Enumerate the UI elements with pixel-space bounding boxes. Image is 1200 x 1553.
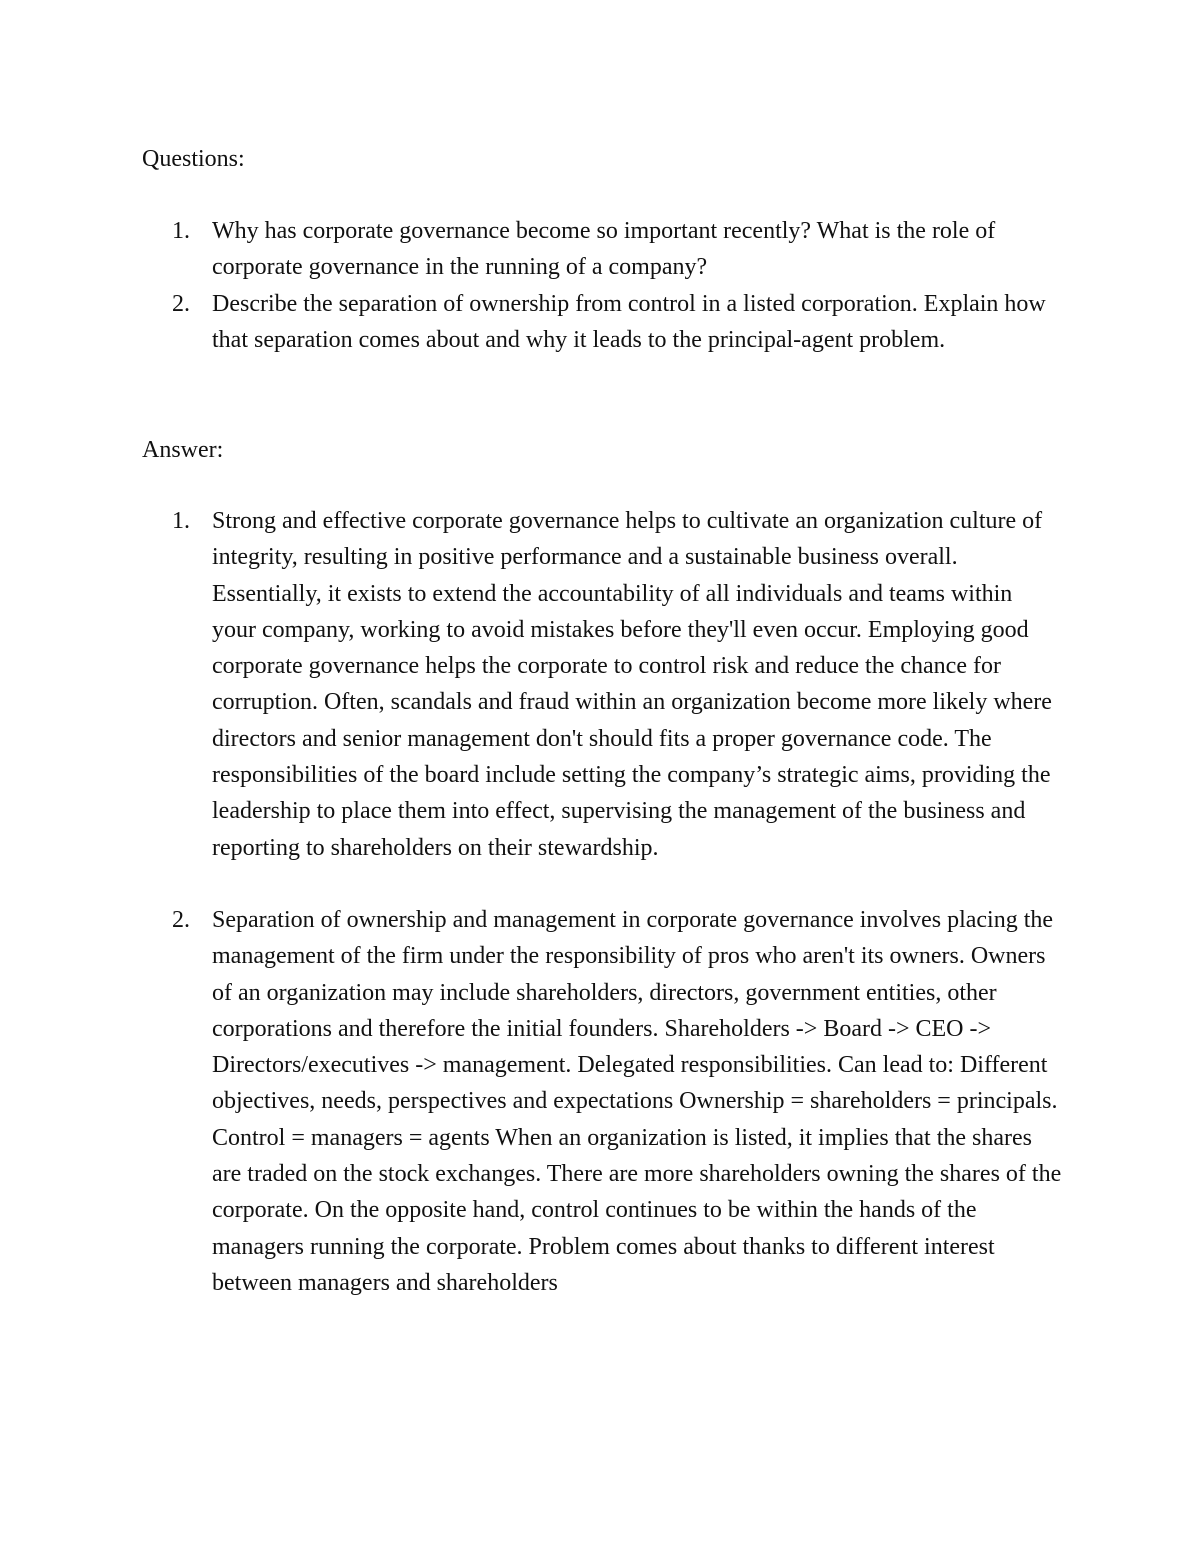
question-text: Why has corporate governance become so important recently? What is the role of corporate governance in the running of a company? — [212, 218, 996, 281]
answer-text: Separation of ownership and management in corporate governance involves placing the management of the firm under the responsibility of pros who aren't its owners. Owners of an organization may include shareholders, directors, government entities, other corporations and therefore the initial founders. Shareholders -> Board -> CEO -> Directors/executives -> management. Delegated responsibilities. Can lead to: Different objectives, needs, perspectives and expectations Ownership = shareholders = principals. Control = managers = agents When an organization is listed, it implies that the shares are traded on the stock exchanges. There are more shareholders owning the shares of the corporate. On the opposite hand, control continues to be within the hands of the managers running the corporate. Problem comes about thanks to different interest between managers and shareholders — [212, 906, 1062, 1296]
answer-text: Strong and effective corporate governance helps to cultivate an organization culture of integrity, resulting in positive performance and a sustainable business overall. Essentially, it exists to extend the accountability of all individuals and teams within your company, working to avoid mistakes before they'll even occur. Employing good corporate governance helps the corporate to control risk and reduce the chance for corruption. Often, scandals and fraud within an organization become more likely where directors and senior management don't should fits a proper governance code. The responsibilities of the board include setting the company’s strategic aims, providing the leadership to place them into effect, supervising the management of the business and reporting to shareholders on their stewardship. — [212, 508, 1052, 861]
question-text: Describe the separation of ownership from control in a listed corporation. Explain how that separation comes about and why it leads to the principal-agent problem. — [212, 290, 1046, 353]
answer-number: 2. — [172, 906, 190, 933]
question-item — [0, 213, 1062, 286]
answer-item — [0, 503, 1062, 866]
question-number: 1. — [172, 218, 190, 244]
questions-heading: Questions: — [142, 146, 245, 172]
question-number: 2. — [172, 290, 190, 317]
answer-item — [0, 902, 1062, 1301]
answer-heading: Answer: — [142, 437, 224, 463]
question-item — [0, 286, 1062, 359]
answer-number: 1. — [172, 508, 190, 534]
questions-list — [0, 213, 1200, 358]
answers-list — [0, 503, 1200, 1301]
